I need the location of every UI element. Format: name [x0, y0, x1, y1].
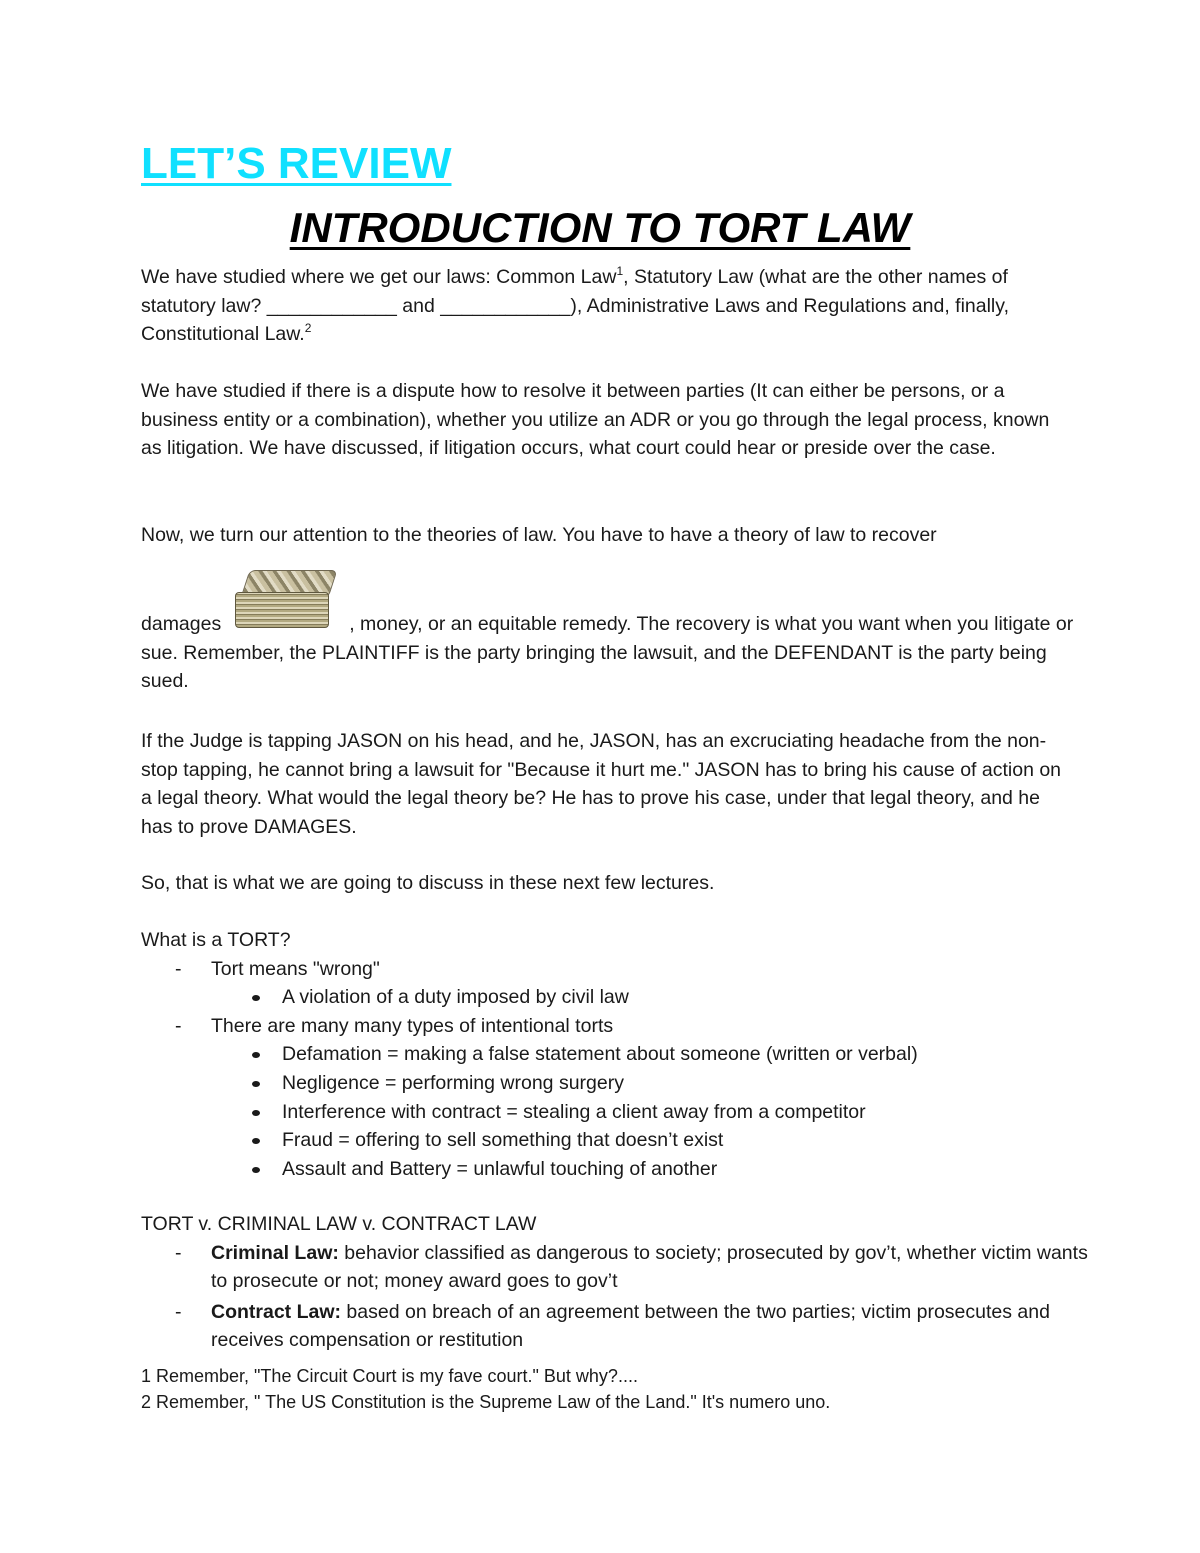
section-heading: What is a TORT?	[141, 929, 291, 951]
paragraph-theories-intro: Now, we turn our attention to the theories of law. You have to have a theory of law to recover	[141, 524, 937, 546]
dash-marker: -	[175, 1014, 182, 1037]
bullet-text: Negligence = performing wrong surgery	[282, 1071, 624, 1094]
bullet-icon	[252, 1052, 260, 1058]
bullet-item	[141, 1040, 1101, 1069]
footnote-2: 2 Remember, " The US Constitution is the Supreme Law of the Land." It's numero uno.	[141, 1392, 831, 1412]
bullet-icon	[252, 1081, 260, 1087]
money-stack-icon	[235, 570, 335, 628]
comparison-section	[141, 1210, 1101, 1355]
dash-marker: -	[175, 1241, 182, 1264]
paragraph-text: damages	[141, 613, 222, 635]
paragraph-lectures: So, that is what we are going to discuss in these next few lectures.	[141, 872, 715, 894]
review-title: LET’S REVIEW	[141, 139, 452, 188]
dash-marker: -	[175, 1300, 182, 1323]
bullet-icon	[252, 995, 260, 1001]
list-item	[141, 1298, 1101, 1355]
bullet-item	[141, 1069, 1101, 1098]
bullet-icon	[252, 1110, 260, 1116]
paragraph-damages	[141, 570, 1081, 696]
paragraph-jason-example: If the Judge is tapping JASON on his head, and he, JASON, has an excruciating headache from the non-stop tapping, he cannot bring a lawsuit for "Because it hurt me." JASON has to bring his cause of action on a legal theory. What would the legal theory be? He has to prove his case, under that legal theory, and he has to prove DAMAGES.	[141, 730, 1062, 838]
footnotes	[141, 1363, 1071, 1415]
section-heading: TORT v. CRIMINAL LAW v. CONTRACT LAW	[141, 1213, 537, 1235]
bullet-item	[141, 1155, 1101, 1184]
footnote-ref-1[interactable]: 1	[616, 264, 624, 278]
term-label: Contract Law:	[211, 1300, 342, 1323]
term-definition: based on breach of an agreement between the two parties; victim prosecutes and receives compensation or restitution	[211, 1300, 1050, 1352]
bullet-item	[141, 983, 1101, 1012]
paragraph-sources-of-law	[141, 263, 1071, 349]
list-item	[141, 1012, 1101, 1041]
term-definition: behavior classified as dangerous to society; prosecuted by gov’t, whether victim wants to prosecute or not; money award goes to gov’t	[211, 1241, 1088, 1293]
list-item	[141, 1239, 1101, 1296]
paragraph-text: We have studied where we get our laws: Common Law	[141, 266, 617, 288]
bullet-icon	[252, 1167, 260, 1173]
list-item-text: There are many many types of intentional torts	[211, 1014, 614, 1037]
list-item-text: Tort means "wrong"	[211, 957, 380, 980]
footnote-1: 1 Remember, "The Circuit Court is my fave court." But why?....	[141, 1366, 638, 1386]
bullet-text: A violation of a duty imposed by civil law	[282, 986, 629, 1009]
bullet-item	[141, 1126, 1101, 1155]
paragraph-text: , money, or an equitable remedy. The recovery is what you want when you litigate or sue. Remember, the PLAINTIFF is the party bringing the lawsuit, and the DEFENDANT is the party being sued.	[141, 613, 1074, 693]
footnote-ref-2[interactable]: 2	[304, 321, 312, 336]
bullet-text: Defamation = making a false statement about someone (written or verbal)	[282, 1043, 918, 1066]
document-title: INTRODUCTION TO TORT LAW	[289, 204, 911, 251]
paragraph-text: , Statutory Law (what are the other names of statutory law? ____________ and ____________), Administrative Laws and Regulations and, finally, Constitutional Law.	[141, 266, 1009, 346]
bullet-icon	[252, 1138, 260, 1144]
dash-marker: -	[175, 957, 182, 980]
bullet-item	[141, 1098, 1101, 1127]
bullet-text: Fraud = offering to sell something that doesn’t exist	[282, 1129, 724, 1152]
bullet-text: Interference with contract = stealing a client away from a competitor	[282, 1100, 866, 1123]
bullet-text: Assault and Battery = unlawful touching of another	[282, 1157, 718, 1180]
term-label: Criminal Law:	[211, 1241, 339, 1264]
list-item	[141, 955, 1101, 984]
paragraph-dispute-resolution: We have studied if there is a dispute how to resolve it between parties (It can either be persons, or a business entity or a combination), whether you utilize an ADR or you go through the legal process, known as litigation. We have discussed, if litigation occurs, what court could hear or preside over the case.	[141, 380, 1050, 460]
tort-section	[141, 926, 1101, 1183]
